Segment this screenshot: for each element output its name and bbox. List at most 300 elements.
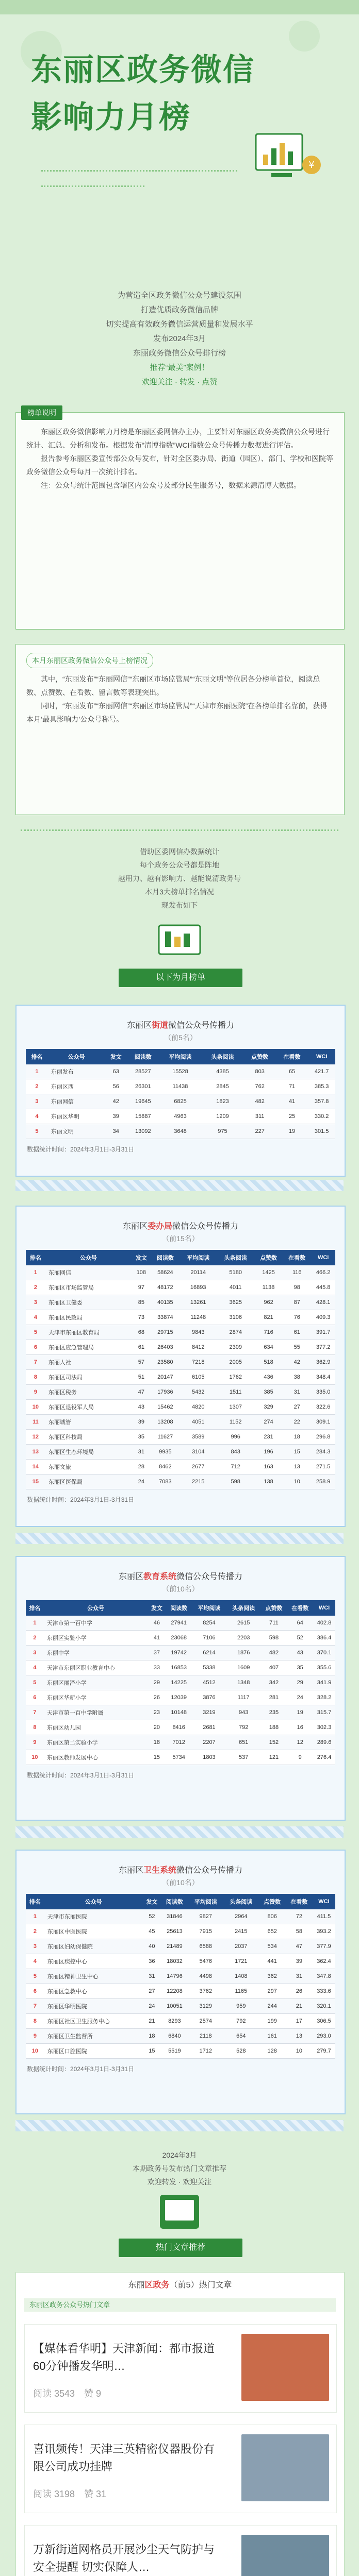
article-meta: 阅读 3543 赞 9 [33,2388,102,2399]
rank-cell: 8 [26,1370,45,1385]
table-row [26,1705,335,1720]
metric-cell: 40 [143,1939,161,1954]
rank-cell: 2 [26,1079,48,1094]
metric-cell: 138 [254,1475,283,1489]
rank-cell: 2 [26,1631,44,1646]
metric-cell: 2964 [223,1909,259,1924]
column-header: 头条阅读 [217,1250,254,1265]
metric-cell: 45 [143,1924,161,1939]
metric-cell: 409.3 [311,1310,335,1325]
column-header: 头条阅读 [226,1600,261,1616]
metric-cell: 391.7 [311,1325,335,1340]
rank-cell: 9 [26,1385,45,1400]
metric-cell: 28527 [127,1064,159,1079]
metric-cell: 61 [283,1325,311,1340]
metric-cell: 281 [261,1690,287,1705]
stripe-divider [15,1533,344,1544]
metric-cell: 18032 [161,1954,188,1969]
metric-cell: 4963 [159,1109,201,1124]
column-header: 点赞数 [259,1894,286,1909]
metric-cell: 2037 [223,1939,259,1954]
metric-cell: 13092 [127,1124,159,1139]
table-row [26,1430,335,1445]
metric-cell: 63 [105,1064,127,1079]
table-row [26,1385,335,1400]
metric-cell: 19 [276,1124,308,1139]
metric-cell: 18 [148,1735,166,1750]
column-header: 平均阅读 [192,1600,226,1616]
article-thumbnail[interactable] [241,2535,329,2576]
metric-cell: 9843 [180,1325,217,1340]
metric-cell: 2845 [201,1079,243,1094]
hot-articles-gov [15,2272,345,2576]
metric-cell: 39 [132,1415,151,1430]
table-row [26,1969,335,1984]
phone-illustration-icon [160,2195,199,2229]
table-subtitle: （前15名） [162,1234,199,1243]
metric-cell: 23580 [151,1355,180,1370]
metric-cell: 19 [287,1705,313,1720]
metric-cell: 12208 [161,1984,188,1999]
account-name-cell: 东丽区司法局 [45,1370,132,1385]
rank-table [26,1049,335,1139]
metric-cell: 20 [148,1720,166,1735]
metric-cell: 11627 [151,1430,180,1445]
metric-cell: 58 [286,1924,313,1939]
table-row [26,1939,335,1954]
metric-cell: 25613 [161,1924,188,1939]
metric-cell: 537 [226,1750,261,1765]
metric-cell: 18 [143,2029,161,2044]
article-card[interactable] [24,2525,337,2576]
table-row [26,1924,335,1939]
metric-cell: 13 [286,2029,313,2044]
table-title: 东丽区卫生系统微信公众号传播力 [118,1866,243,1875]
metric-cell: 4820 [180,1400,217,1415]
rank-cell: 7 [26,1705,44,1720]
metric-cell: 6825 [159,1094,201,1109]
metric-cell: 276.4 [313,1750,335,1765]
account-name-cell: 东丽区应急管理局 [45,1340,132,1355]
column-header: 阅读数 [151,1250,180,1265]
rank-cell: 14 [26,1460,45,1475]
metric-cell: 279.7 [313,2044,335,2059]
account-name-cell: 东丽区卫健委 [45,1295,132,1310]
metric-cell: 333.6 [313,1984,335,1999]
article-title[interactable]: 万新街道网格员开展沙尘天气防护与安全提醒 切实保障人… [33,2543,215,2573]
metric-cell: 52 [287,1631,313,1646]
metric-cell: 161 [259,2029,286,2044]
metric-cell: 329 [254,1400,283,1415]
metric-cell: 322.6 [311,1400,335,1415]
metric-cell: 11248 [180,1310,217,1325]
article-thumbnail[interactable] [241,2334,329,2401]
table-row [26,1094,335,1109]
account-name-cell: 东丽文明 [48,1124,105,1139]
metric-cell: 335.0 [311,1385,335,1400]
metric-cell: 10051 [161,1999,188,2014]
rank-cell: 3 [26,1939,44,1954]
metric-cell: 10148 [166,1705,192,1720]
intro-line: 为营造全区政务微信公众号建设氛围 [117,291,241,300]
account-name-cell: 天津市东丽医院 [44,1909,143,1924]
metric-cell: 2574 [188,2014,223,2029]
article-card[interactable] [24,2425,337,2513]
metric-cell: 1876 [226,1646,261,1660]
metric-cell: 9935 [151,1445,180,1460]
metric-cell: 31 [286,1969,313,1984]
table-row [26,1370,335,1385]
metric-cell: 3106 [217,1310,254,1325]
article-title[interactable]: 喜讯频传！天津三英精密仪器股份有限公司成功挂牌 [33,2443,215,2473]
rank-table [26,1894,335,2059]
rank-cell: 6 [26,1340,45,1355]
stripe-divider [15,1180,344,1191]
account-name-cell: 东丽区市场监管局 [45,1280,132,1295]
table-footnote: 数据统计时间：2024年3月1日-3月31日 [27,2065,135,2073]
table-row [26,1750,335,1765]
metric-cell: 3104 [180,1445,217,1460]
article-title[interactable]: 【媒体看华明】天津新闻：都市报道60分钟播发华明… [33,2342,215,2372]
metric-cell: 121 [261,1750,287,1765]
metric-cell: 1609 [226,1660,261,1675]
metric-cell: 2207 [192,1735,226,1750]
account-name-cell: 天津市东丽区教育局 [45,1325,132,1340]
table-row [26,1355,335,1370]
metric-cell: 152 [261,1735,287,1750]
column-header: 点赞数 [261,1600,287,1616]
rank-cell: 6 [26,1984,44,1999]
rank-cell: 4 [26,1310,45,1325]
metric-cell: 26 [286,1984,313,1999]
table-row [26,1475,335,1489]
metric-cell: 14225 [166,1675,192,1690]
metric-cell: 42 [283,1355,311,1370]
metric-cell: 315.7 [313,1705,335,1720]
metric-cell: 301.5 [308,1124,335,1139]
lede-line: 每个政务公众号都是阵地 [140,861,219,869]
metric-cell: 258.9 [311,1475,335,1489]
lede-line: 越用力、越有影响力、越能说清政务号 [118,874,241,883]
metric-cell: 231 [254,1430,283,1445]
divider [21,829,338,831]
metric-cell: 26 [148,1690,166,1705]
metric-cell: 6105 [180,1370,217,1385]
metric-cell: 29 [148,1675,166,1690]
intro-line: 发布2024年3月 [153,334,206,343]
table-title: 东丽区委办局微信公众号传播力 [122,1222,239,1231]
stripe-divider [15,1826,344,1838]
metric-cell: 31846 [161,1909,188,1924]
metric-cell: 8462 [151,1460,180,1475]
metric-cell: 716 [254,1325,283,1340]
table-row [26,1310,335,1325]
metric-cell: 4512 [192,1675,226,1690]
column-header: 发文 [105,1049,127,1064]
metric-cell: 1138 [254,1280,283,1295]
metric-cell: 309.1 [311,1415,335,1430]
metric-cell: 385.3 [308,1079,335,1094]
metric-cell: 7915 [188,1924,223,1939]
table-row [26,1984,335,1999]
metric-cell: 37 [148,1646,166,1660]
rank-table [26,1600,335,1765]
column-header: 平均阅读 [188,1894,223,1909]
rank-cell: 4 [26,1954,44,1969]
metric-cell: 14796 [161,1969,188,1984]
metric-cell: 441 [259,1954,286,1969]
metric-cell: 393.2 [313,1924,335,1939]
metric-cell: 436 [254,1370,283,1385]
metric-cell: 87 [283,1295,311,1310]
metric-cell: 428.1 [311,1295,335,1310]
metric-cell: 296.8 [311,1430,335,1445]
metric-cell: 8416 [166,1720,192,1735]
table-row [26,1295,335,1310]
column-header: 排名 [26,1894,44,1909]
metric-cell: 806 [259,1909,286,1924]
account-name-cell: 东丽区退役军人局 [45,1400,132,1415]
account-name-cell: 东丽区华新小学 [44,1690,148,1705]
metric-cell: 6840 [161,2029,188,2044]
table-row [26,1460,335,1475]
rank-cell: 2 [26,1280,45,1295]
rank-cell: 4 [26,1660,44,1675]
rank-cell: 1 [26,1265,45,1280]
metric-cell: 57 [132,1355,151,1370]
metric-cell: 15462 [151,1400,180,1415]
metric-cell: 5180 [217,1265,254,1280]
metric-cell: 19645 [127,1094,159,1109]
table-row [26,1735,335,1750]
metric-cell: 7083 [151,1475,180,1489]
metric-cell: 21 [143,2014,161,2029]
rank-cell: 10 [26,1750,44,1765]
table-row [26,1631,335,1646]
hero-header [0,0,359,268]
metric-cell: 5432 [180,1385,217,1400]
metric-cell: 26403 [151,1340,180,1355]
metric-cell: 26301 [127,1079,159,1094]
account-name-cell: 东丽区科技局 [45,1430,132,1445]
metric-cell: 7218 [180,1355,217,1370]
metric-cell: 1117 [226,1690,261,1705]
metric-cell: 39 [286,1954,313,1969]
metric-cell: 16 [287,1720,313,1735]
column-header: WCI [311,1250,335,1265]
metric-cell: 328.2 [313,1690,335,1705]
summary-section [15,644,345,815]
metric-cell: 27941 [166,1616,192,1631]
metric-cell: 1165 [223,1984,259,1999]
lede-line: 本期政务号发布热门文章推荐 [133,2164,226,2173]
metric-cell: 4385 [201,1064,243,1079]
metric-cell: 9 [287,1750,313,1765]
metric-cell: 29 [287,1675,313,1690]
account-name-cell: 东丽区医保局 [45,1475,132,1489]
metric-cell: 355.6 [313,1660,335,1675]
metric-cell: 43 [132,1400,151,1415]
table-footnote: 数据统计时间：2024年3月1日-3月31日 [27,1146,135,1153]
metric-cell: 31 [143,1969,161,1984]
metric-cell: 85 [132,1295,151,1310]
metric-cell: 271.5 [311,1460,335,1475]
metric-cell: 386.4 [313,1631,335,1646]
metric-cell: 5734 [166,1750,192,1765]
summary-paragraph: 同时，“东丽发布”“东丽网信”“东丽区市场监管局”“天津市东丽医院”在各榜单排名靠前，获得本月‘最具影响力’公众号称号。 [26,702,328,723]
column-header: 公众号 [44,1894,143,1909]
account-name-cell: 东丽网信 [48,1094,105,1109]
rank-cell: 8 [26,1720,44,1735]
metric-cell: 482 [243,1094,275,1109]
metric-cell: 64 [287,1616,313,1631]
table-row [26,2029,335,2044]
table-subtitle: （前10名） [162,1878,199,1887]
account-name-cell: 东丽区税务 [45,1385,132,1400]
rank-cell: 7 [26,1999,44,2014]
column-header: 公众号 [45,1250,132,1265]
metric-cell: 17 [286,2014,313,2029]
metric-cell: 8254 [192,1616,226,1631]
table-row [26,1720,335,1735]
rank-cell: 9 [26,1735,44,1750]
account-name-cell: 东丽人社 [45,1355,132,1370]
metric-cell: 5519 [161,2044,188,2059]
metric-cell: 108 [132,1265,151,1280]
lede-line: 本月3大榜单排名情况 [145,888,214,896]
table-subtitle: （前10名） [162,1585,199,1593]
metric-cell: 51 [132,1370,151,1385]
metric-cell: 2874 [217,1325,254,1340]
metric-cell: 5476 [188,1954,223,1969]
metric-cell: 21 [286,1999,313,2014]
rules-paragraph: 东丽区政务微信影响力月榜是东丽区委网信办主办，主要针对东丽区政务类微信公众号进行统计、汇总、分析和发布。根据发布“清博指数”WCI指数公众号传播力数据进行评估。 [26,428,330,449]
table-row [26,1064,335,1079]
account-name-cell: 东丽区教师发展中心 [44,1750,148,1765]
table-row [26,2044,335,2059]
metric-cell: 342 [261,1675,287,1690]
metric-cell: 7106 [192,1631,226,1646]
metric-cell: 163 [254,1460,283,1475]
metric-cell: 2118 [188,2029,223,2044]
column-header: 在看数 [287,1600,313,1616]
table-row [26,1325,335,1340]
column-header: 发文 [143,1894,161,1909]
rank-cell: 5 [26,1124,48,1139]
column-header: 发文 [132,1250,151,1265]
rank-cell: 9 [26,2029,44,2044]
metric-cell: 40135 [151,1295,180,1310]
metric-cell: 188 [261,1720,287,1735]
metric-cell: 58624 [151,1265,180,1280]
table-row [26,1340,335,1355]
metric-cell: 4011 [217,1280,254,1295]
account-name-cell: 东丽区华明医院 [44,1999,143,2014]
rank-cell: 13 [26,1445,45,1460]
metric-cell: 311 [243,1109,275,1124]
metric-cell: 962 [254,1295,283,1310]
rank-table-health [15,1850,346,2114]
article-card[interactable] [24,2324,337,2413]
metric-cell: 377.9 [313,1939,335,1954]
metric-cell: 2005 [217,1355,254,1370]
metric-cell: 1425 [254,1265,283,1280]
lede-line: 借助区委网信办数据统计 [140,848,219,856]
metric-cell: 362 [259,1969,286,1984]
metric-cell: 302.3 [313,1720,335,1735]
metric-cell: 56 [105,1079,127,1094]
rank-cell: 3 [26,1094,48,1109]
table-row [26,1660,335,1675]
metric-cell: 4051 [180,1415,217,1430]
rank-cell: 7 [26,1355,45,1370]
column-header: 排名 [26,1250,45,1265]
rank-cell: 12 [26,1430,45,1445]
page-title: 东丽区政务微信 影响力月榜 [31,53,255,134]
account-name-cell: 东丽区幼儿园 [44,1720,148,1735]
metric-cell: 3762 [188,1984,223,1999]
metric-cell: 792 [223,2014,259,2029]
metric-cell: 199 [259,2014,286,2029]
metric-cell: 72 [286,1909,313,1924]
metric-cell: 3589 [180,1430,217,1445]
column-header: WCI [308,1049,335,1064]
table-row [26,1909,335,1924]
metric-cell: 235 [261,1705,287,1720]
metric-cell: 33874 [151,1310,180,1325]
lede-text [0,845,359,912]
table-row [26,2014,335,2029]
metric-cell: 2215 [180,1475,217,1489]
metric-cell: 10 [283,1475,311,1489]
article-thumbnail[interactable] [241,2434,329,2501]
metric-cell: 41 [276,1094,308,1109]
metric-cell: 15 [143,2044,161,2059]
table-row [26,1079,335,1094]
metric-cell: 68 [132,1325,151,1340]
metric-cell: 97 [132,1280,151,1295]
rank-cell: 6 [26,1690,44,1705]
metric-cell: 38 [283,1370,311,1385]
metric-cell: 35 [132,1430,151,1445]
account-name-cell: 东丽区生态环境局 [45,1445,132,1460]
table-row [26,1265,335,1280]
lede-line: 2024年3月 [162,2151,197,2159]
rank-table-bureau [15,1206,346,1527]
rank-table [26,1250,335,1489]
table-row [26,1445,335,1460]
metric-cell: 28 [132,1460,151,1475]
metric-cell: 65 [276,1064,308,1079]
account-name-cell: 东丽区疾控中心 [44,1954,143,1969]
metric-cell: 274 [254,1415,283,1430]
account-name-cell: 东丽区精神卫生中心 [44,1969,143,1984]
lede-line: 现发布如下 [161,901,198,909]
metric-cell: 116 [283,1265,311,1280]
metric-cell: 421.7 [308,1064,335,1079]
metric-cell: 2677 [180,1460,217,1475]
column-header: 排名 [26,1600,44,1616]
metric-cell: 341.9 [313,1675,335,1690]
metric-cell: 534 [259,1939,286,1954]
metric-cell: 2615 [226,1616,261,1631]
table-row [26,1690,335,1705]
metric-cell: 518 [254,1355,283,1370]
metric-cell: 21489 [161,1939,188,1954]
metric-cell: 24 [287,1690,313,1705]
metric-cell: 31 [132,1445,151,1460]
table-title: 东丽区街道微信公众号传播力 [126,1021,235,1030]
